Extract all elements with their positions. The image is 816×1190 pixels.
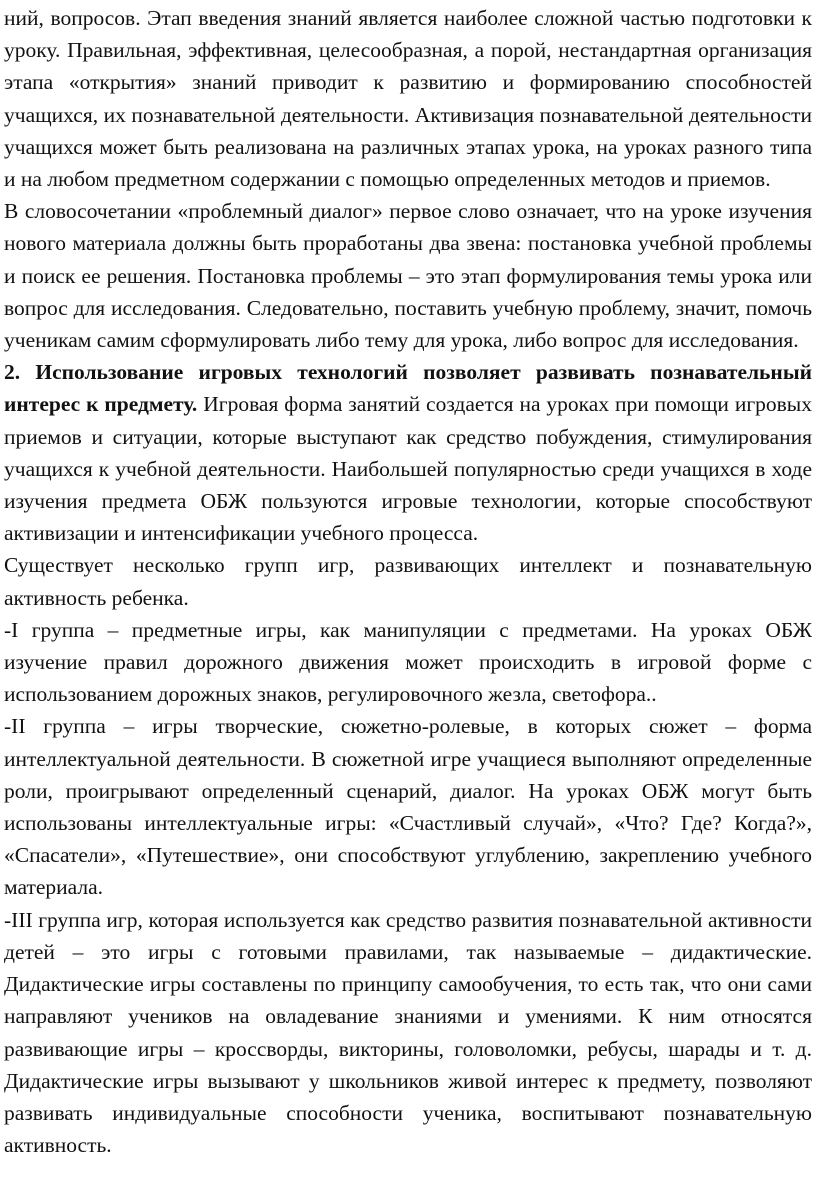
paragraph-text: -II группа – игры творческие, сюжетно-ролевые, в которых сюжет – форма интеллектуальной деятельности. В сюжетной игре учащиеся выполняют определенные роли, проигрывают определенный сценарий, диалог. На уроках ОБЖ могут быть использованы интеллектуальные игры: «Счастливый случай», «Что? Где? Когда?», «Спасатели», «Путешествие», они способствуют углублению, закреплению учебного материала. (4, 714, 812, 900)
paragraph-game-groups-intro (4, 549, 812, 613)
paragraph-group-three (4, 904, 812, 1162)
paragraph-text: ний, вопросов. Этап введения знаний является наиболее сложной частью подготовки к уроку. Правильная, эффективная, целесообразная, а порой, нестандартная организация этапа «открытия» знаний приводит к развитию и формированию способностей учащихся, их познавательной деятельности. Активизация познавательной деятельности учащихся может быть реализована на различных этапах урока, на уроках разного типа и на любом предметном содержании с помощью определенных методов и приемов. (4, 6, 812, 192)
paragraph-text: -I группа – предметные игры, как манипуляции с предметами. На уроках ОБЖ изучение правил дорожного движения может происходить в игровой форме с использованием дорожных знаков, регулировочного жезла, светофора.. (4, 617, 812, 707)
paragraph-text: В словосочетании «проблемный диалог» первое слово означает, что на уроке изучения нового материала должны быть проработаны два звена: постановка учебной проблемы и поиск ее решения. Постановка проблемы – это этап формулирования темы урока или вопрос для исследования. Следовательно, поставить учебную проблему, значит, помочь ученикам самим сформулировать либо тему для урока, либо вопрос для исследования. (4, 199, 812, 353)
section-heading: 2. Использование игровых технологий позволяет развивать познавательный интерес к предмету. (4, 360, 812, 417)
paragraph-group-two (4, 710, 812, 903)
paragraph-knowledge-introduction (4, 2, 812, 195)
paragraph-text: -III группа игр, которая используется как средство развития познавательной активности детей – это игры с готовыми правилами, так называемые – дидактические. Дидактические игры составлены по принципу самообучения, то есть так, что они сами направляют учеников на овладевание знаниями и умениями. К ним относятся развивающие игры – кроссворды, викторины, головоломки, ребусы, шарады и т. д. Дидактические игры вызывают у школьников живой интерес к предмету, позволяют развивать индивидуальные способности ученика, воспитывают познавательную активность. (4, 907, 812, 1158)
paragraph-text: Существует несколько групп игр, развивающих интеллект и познавательную активность ребенка. (4, 553, 812, 610)
document-page (4, 2, 812, 1161)
paragraph-text: Игровая форма занятий создается на уроках при помощи игровых приемов и ситуации, которые выступают как средство побуждения, стимулирования учащихся к учебной деятельности. Наибольшей популярностью среди учащихся в ходе изучения предмета ОБЖ пользуются игровые технологии, которые способствуют активизации и интенсификации учебного процесса. (4, 392, 812, 546)
paragraph-game-technologies (4, 356, 812, 549)
paragraph-problem-dialogue (4, 195, 812, 356)
paragraph-group-one (4, 614, 812, 711)
